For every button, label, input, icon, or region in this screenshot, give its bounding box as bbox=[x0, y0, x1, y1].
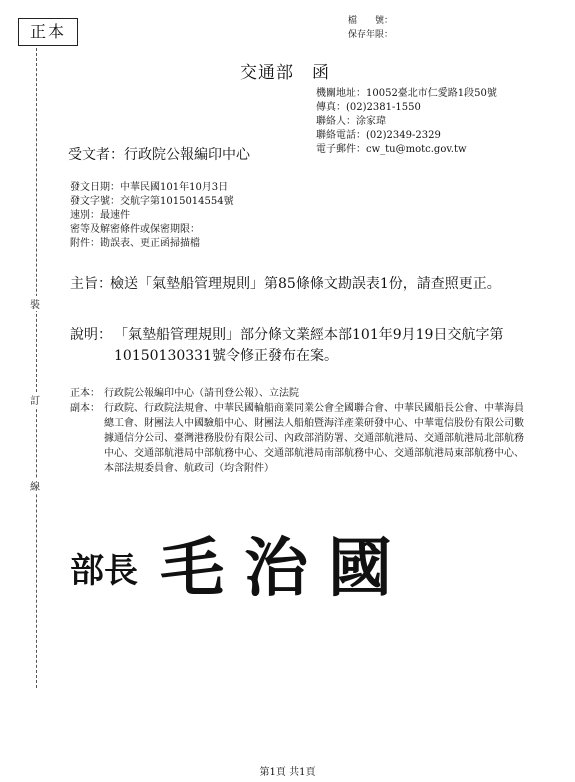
binding-mark-1: 裝 bbox=[30, 296, 40, 311]
doc-number: 發文字號：交航字第1015014554號 bbox=[70, 196, 234, 207]
binding-mark-3: 線 bbox=[30, 478, 40, 493]
duplicate-label: 副本： bbox=[70, 403, 100, 414]
original-recipients: 行政院公報編印中心（請刊登公報）、立法院 bbox=[104, 388, 299, 399]
copies-block bbox=[70, 386, 530, 476]
retention-label: 保存年限： bbox=[347, 30, 393, 40]
issue-date: 發文日期：中華民國101年10月3日 bbox=[70, 182, 229, 193]
speed: 速別：最速件 bbox=[70, 210, 130, 221]
subject-label: 主旨： bbox=[70, 276, 112, 292]
signature-graphic bbox=[70, 520, 490, 610]
file-meta bbox=[348, 14, 393, 42]
attachment: 附件：勘誤表、更正函掃描檔 bbox=[70, 238, 200, 249]
explanation-text: 「氣墊船管理規則」部分條文業經本部101年9月19日交航字第10150130331號令修正發布在案。 bbox=[114, 327, 504, 364]
signature-name: 毛治國 bbox=[160, 531, 412, 606]
file-no-label: 檔 號： bbox=[347, 16, 393, 26]
binding-mark-2: 訂 bbox=[30, 392, 40, 407]
signature-block bbox=[70, 520, 490, 614]
original-row bbox=[70, 386, 530, 401]
page-footer: 第1頁 共1頁 bbox=[259, 767, 316, 778]
address: 機關地址：10052臺北市仁愛路1段50號 bbox=[316, 88, 497, 99]
duplicate-recipients: 行政院、行政院法規會、中華民國輪船商業同業公會全國聯合會、中華民國船長公會、中華海員總工會、財團法人中國驗船中心、財團法人船舶暨海洋產業研發中心、中華電信股份有限公司數據通信分公司、臺灣港務股份有限公司、內政部消防署、交通部航港局、交通部航港局北部航務中心、交通部航港局中部航務中心、交通部航港局南部航務中心、交通部航港局東部航務中心、本部法規委員會、航政司（均含附件） bbox=[104, 403, 524, 474]
duplicate-row bbox=[70, 401, 530, 476]
contact-block bbox=[316, 87, 497, 157]
classification: 密等及解密條件或保密期限： bbox=[70, 224, 200, 235]
explanation bbox=[70, 325, 540, 367]
phone: 聯絡電話：(02)2349-2329 bbox=[316, 130, 441, 141]
recipient: 受文者：行政院公報編印中心 bbox=[68, 147, 250, 163]
signature-title: 部長 bbox=[70, 551, 138, 591]
copy-mark-stamp: 正本 bbox=[18, 18, 78, 46]
email: 電子郵件：cw_tu@motc.gov.tw bbox=[316, 144, 467, 155]
contact-person: 聯絡人：涂家瑋 bbox=[316, 116, 386, 127]
fax: 傳真：(02)2381-1550 bbox=[316, 102, 421, 113]
binding-margin-line bbox=[36, 48, 37, 688]
explanation-label: 說明： bbox=[70, 327, 112, 343]
meta-block bbox=[70, 181, 234, 251]
original-label: 正本： bbox=[70, 388, 100, 399]
subject bbox=[70, 274, 540, 295]
document-title: 交通部 函 bbox=[240, 63, 330, 83]
subject-text: 檢送「氣墊船管理規則」第85條條文勘誤表1份，請查照更正。 bbox=[110, 276, 501, 292]
